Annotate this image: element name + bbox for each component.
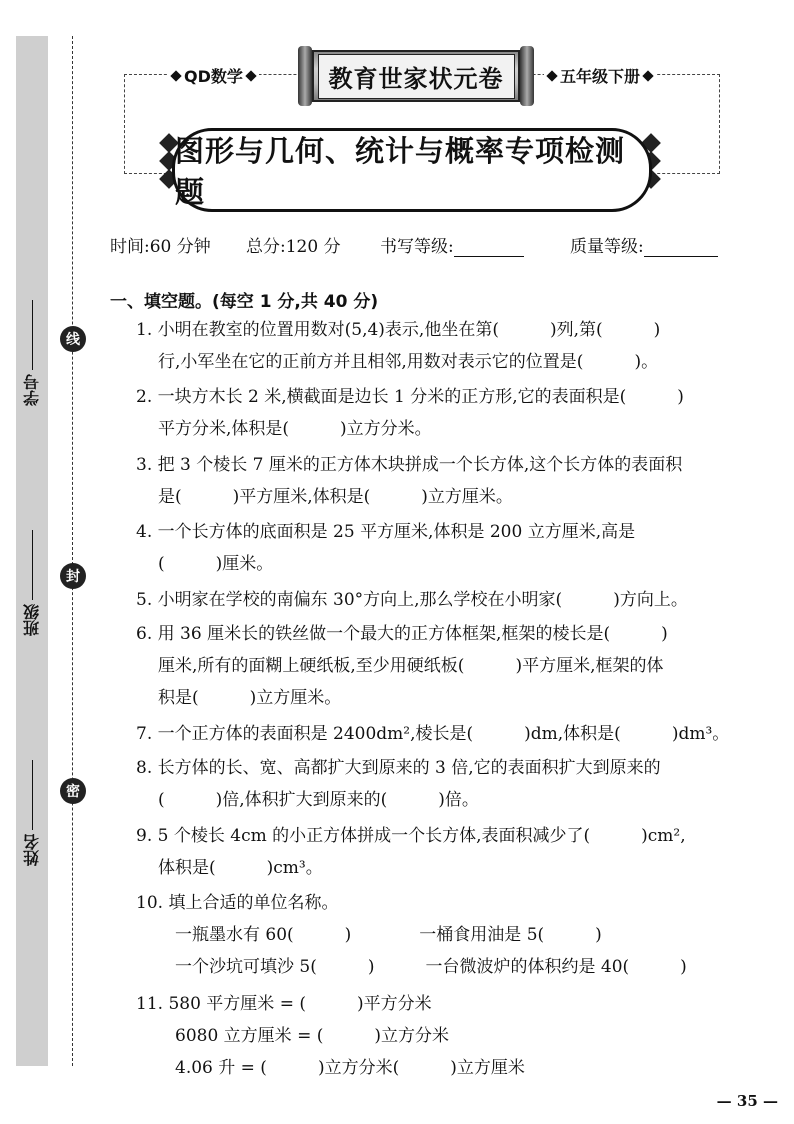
cut-line (72, 36, 73, 1066)
diamond-icon (642, 70, 653, 81)
scroll-roll-left (298, 46, 312, 106)
writing-grade-field[interactable] (454, 238, 524, 257)
number-field[interactable] (18, 300, 46, 406)
number-label: 学号 (22, 374, 42, 406)
class-field[interactable] (18, 530, 46, 636)
question-8[interactable]: 8. 长方体的长、宽、高都扩大到原来的 3 倍,它的表面积扩大到原来的 ( )倍,体积扩大到原来的( )倍。 (136, 758, 661, 810)
page-title-box (172, 128, 652, 212)
grade-tag (544, 64, 656, 87)
quality-grade-label: 质量等级: (570, 237, 644, 257)
seal-seal: 封 (60, 563, 86, 589)
name-label: 姓名 (22, 834, 42, 866)
diamond-icon (170, 70, 181, 81)
quality-grade-field[interactable] (644, 238, 718, 257)
grade-label: 五年级下册 (560, 67, 641, 86)
banner-body (312, 50, 520, 102)
banner-title: 教育世家状元卷 (318, 54, 515, 99)
question-6[interactable]: 6. 用 36 厘米长的铁丝做一个最大的正方体框架,框架的棱长是( ) 厘米,所有的面糊上硬纸板,至少用硬纸板( )平方厘米,框架的体 积是( )立方厘米。 (136, 624, 668, 708)
question-3[interactable]: 3. 把 3 个棱长 7 厘米的正方体木块拼成一个长方体,这个长方体的表面积 是( )平方厘米,体积是( )立方厘米。 (136, 455, 683, 507)
name-field[interactable] (18, 760, 46, 866)
seal-line: 线 (60, 326, 86, 352)
seal-secret: 密 (60, 778, 86, 804)
class-label: 班级 (22, 604, 42, 636)
section-title: 一、填空题。(每空 1 分,共 40 分) (110, 292, 379, 312)
class-blank (31, 530, 34, 600)
brand-banner (298, 46, 534, 106)
page-title: 图形与几何、统计与概率专项检测题 (175, 134, 626, 209)
subject-tag (168, 64, 259, 87)
question-5[interactable]: 5. 小明家在学校的南偏东 30°方向上,那么学校在小明家( )方向上。 (136, 590, 688, 610)
question-4[interactable]: 4. 一个长方体的底面积是 25 平方厘米,体积是 200 立方厘米,高是 ( )厘米。 (136, 522, 636, 574)
question-9[interactable]: 9. 5 个棱长 4cm 的小正方体拼成一个长方体,表面积减少了( )cm², 体积是( )cm³。 (136, 826, 686, 878)
diamond-icon (546, 70, 557, 81)
question-2[interactable]: 2. 一块方木长 2 米,横截面是边长 1 分米的正方形,它的表面积是( ) 平方分米,体积是( )立方分米。 (136, 387, 684, 439)
time-limit: 时间:60 分钟 (110, 237, 211, 257)
name-blank (31, 760, 34, 830)
subject-label: QD数学 (184, 67, 243, 86)
question-10[interactable]: 10. 填上合适的单位名称。 一瓶墨水有 60( ) 一桶食用油是 5( ) 一个沙坑可填沙 5( ) 一台微波炉的体积约是 40( ) (136, 893, 687, 977)
number-blank (31, 300, 34, 370)
page-number: — 35 — (716, 1092, 778, 1110)
writing-grade-label: 书写等级: (380, 237, 454, 257)
exam-meta (110, 232, 740, 257)
question-7[interactable]: 7. 一个正方体的表面积是 2400dm²,棱长是( )dm,体积是( )dm³。 (136, 724, 730, 744)
scroll-roll-right (520, 46, 534, 106)
diamond-icon (245, 70, 256, 81)
total-score: 总分:120 分 (246, 237, 341, 257)
question-1[interactable]: 1. 小明在教室的位置用数对(5,4)表示,他坐在第( )列,第( ) 行,小军坐在它的正前方并且相邻,用数对表示它的位置是( )。 (136, 320, 661, 372)
question-11[interactable]: 11. 580 平方厘米 = ( )平方分米 6080 立方厘米 = ( )立方分米 4.06 升 = ( )立方分米( )立方厘米 (136, 994, 525, 1078)
